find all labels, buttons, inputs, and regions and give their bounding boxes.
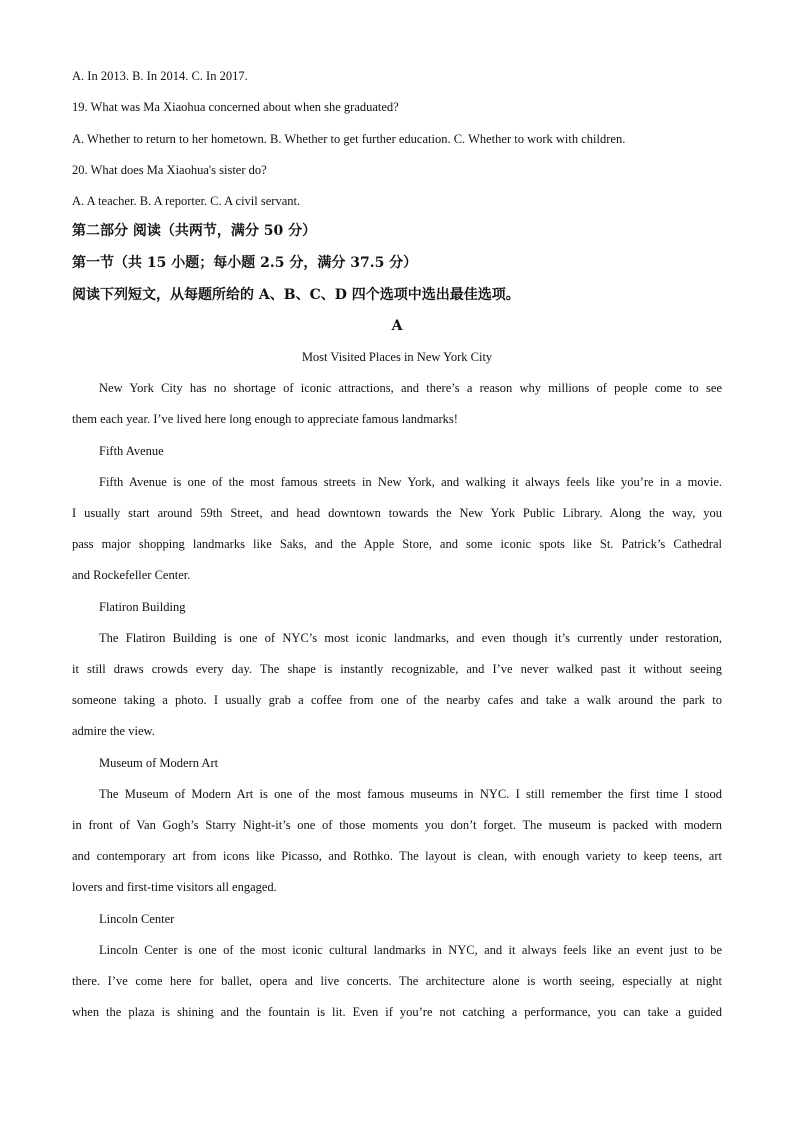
body-line: admire the view. <box>72 724 155 738</box>
q20-question: 20. What does Ma Xiaohua's sister do? <box>72 163 267 177</box>
section-heading: Flatiron Building <box>99 600 186 614</box>
q20-options: A. A teacher. B. A reporter. C. A civil servant. <box>72 194 301 208</box>
body-line: Fifth Avenue is one of the most famous streets in New York, and walking it always feels like you’re in a movie. <box>99 475 722 489</box>
section-heading: Museum of Modern Art <box>99 756 219 770</box>
body-line: someone taking a photo. I usually grab a coffee from one of the nearby cafes and take a walk around the park to <box>72 693 722 707</box>
part2-heading: 第二部分 阅读（共两节，满分 50 分） <box>72 223 317 239</box>
body-line: and contemporary art from icons like Picasso, and Rothko. The layout is clean, with enough variety to keep teens, art <box>72 849 722 863</box>
body-line: when the plaza is shining and the fountain is lit. Even if you’re not catching a performance, you can take a guided <box>72 1005 722 1019</box>
body-line: I usually start around 59th Street, and head downtown towards the New York Public Library. Along the way, you <box>72 506 722 520</box>
body-line: it still draws crowds every day. The shape is instantly recognizable, and I’ve never walked past it without seeing <box>72 662 722 676</box>
q19-question: 19. What was Ma Xiaohua concerned about when she graduated? <box>72 100 399 114</box>
intro-line: them each year. I’ve lived here long enough to appreciate famous landmarks! <box>72 412 458 426</box>
body-line: pass major shopping landmarks like Saks, and the Apple Store, and some iconic spots like St. Patrick’s Cathedral <box>72 537 722 551</box>
body-line: Lincoln Center is one of the most iconic cultural landmarks in NYC, and it always feels like an event just to be <box>99 943 722 957</box>
body-line: in front of Van Gogh’s Starry Night-it’s one of those moments you don’t forget. The museum is packed with modern <box>72 818 722 832</box>
q18-options: A. In 2013. B. In 2014. C. In 2017. <box>72 69 248 83</box>
body-line: The Museum of Modern Art is one of the most famous museums in NYC. I still remember the first time I stood <box>99 787 722 801</box>
body-line: there. I’ve come here for ballet, opera and live concerts. The architecture alone is worth seeing, especially at night <box>72 974 722 988</box>
passage-letter: A <box>391 318 403 334</box>
q19-options: A. Whether to return to her hometown. B. Whether to get further education. C. Whether to work with children. <box>72 132 626 146</box>
body-line: and Rockefeller Center. <box>72 568 191 582</box>
section1-heading: 第一节（共 15 小题；每小题 2.5 分，满分 37.5 分） <box>72 255 418 271</box>
body-line: The Flatiron Building is one of NYC’s most iconic landmarks, and even though it’s currently under restoration, <box>99 631 722 645</box>
intro-line: New York City has no shortage of iconic attractions, and there’s a reason why millions of people come to see <box>99 381 722 395</box>
passage-title: Most Visited Places in New York City <box>301 350 493 364</box>
instructions: 阅读下列短文，从每题所给的 A、B、C、D 四个选项中选出最佳选项。 <box>72 287 520 303</box>
body-line: lovers and first-time visitors all engaged. <box>72 880 277 894</box>
section-heading: Fifth Avenue <box>99 444 164 458</box>
section-heading: Lincoln Center <box>99 912 175 926</box>
